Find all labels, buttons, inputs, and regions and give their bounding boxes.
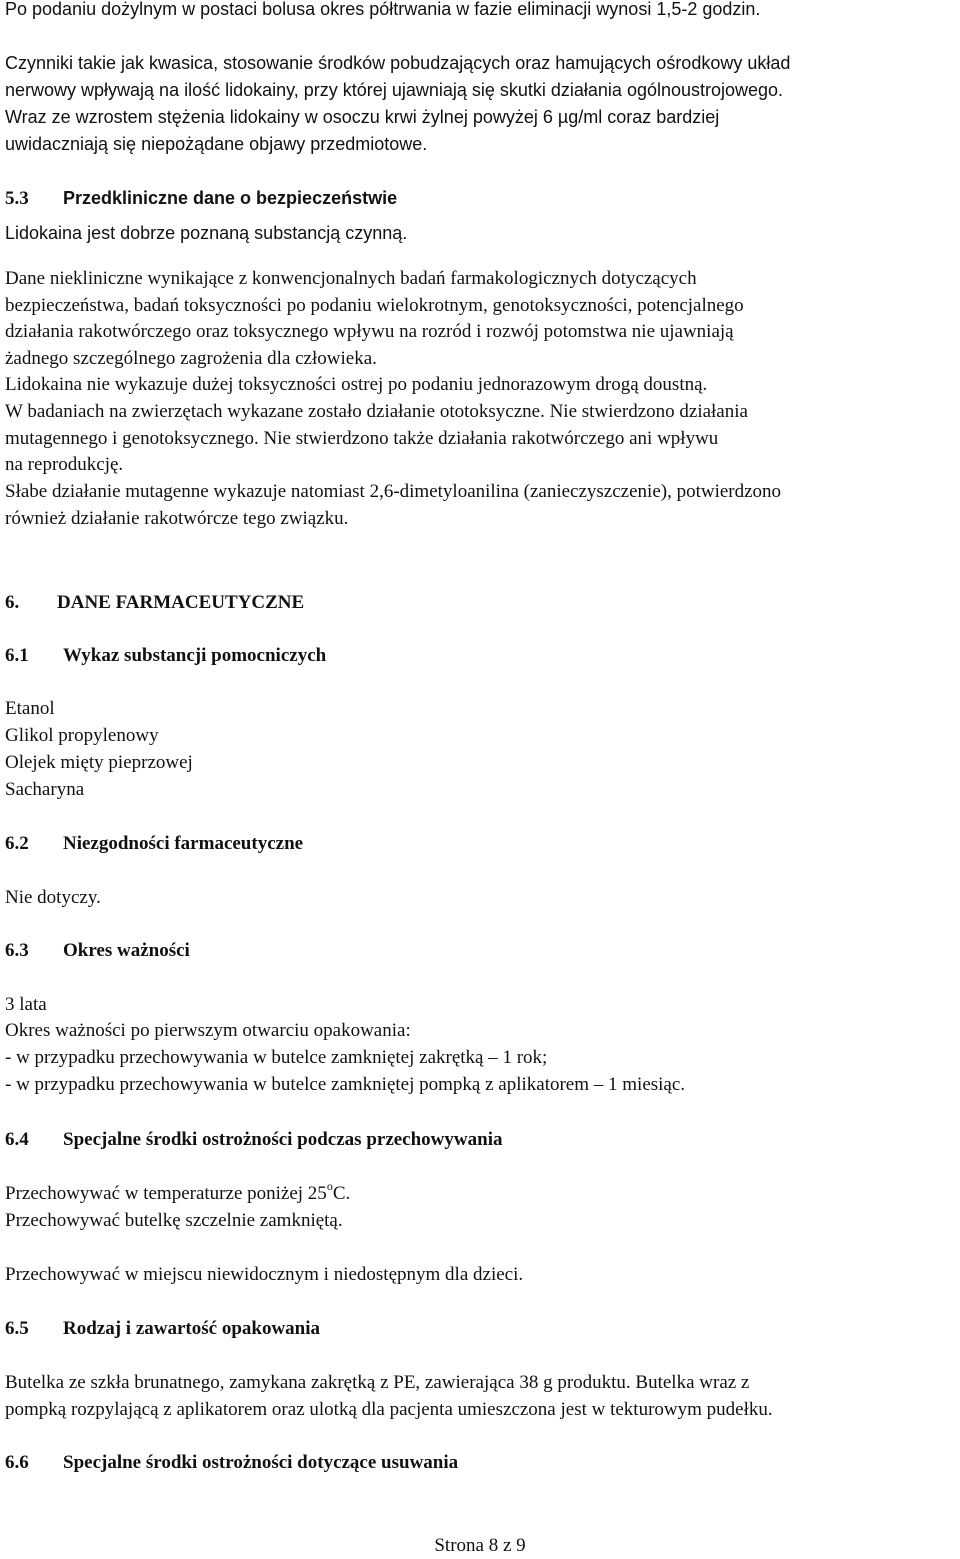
storage-temperature-unit: C. xyxy=(332,1183,351,1204)
storage-temperature-text: Przechowywać w temperaturze poniżej 25 xyxy=(5,1183,327,1204)
section-5-3-line: W badaniach na zwierzętach wykazane zostało działanie ototoksyczne. Nie stwierdzono działania xyxy=(5,401,748,422)
section-title: Rodzaj i zawartość opakowania xyxy=(63,1318,321,1339)
storage-temperature-line xyxy=(5,1180,350,1207)
section-title: Okres ważności xyxy=(63,940,190,961)
section-title: Niezgodności farmaceutyczne xyxy=(63,833,304,854)
section-number: 6.5 xyxy=(5,1318,29,1339)
section-6-2-heading xyxy=(5,830,303,857)
section-6-heading xyxy=(5,589,304,616)
section-6-6-heading xyxy=(5,1449,458,1476)
section-6-3-line: Okres ważności po pierwszym otwarciu opakowania: xyxy=(5,1020,411,1041)
section-5-3-line: Lidokaina jest dobrze poznaną substancją czynną. xyxy=(5,223,408,243)
section-title: Przedkliniczne dane o bezpieczeństwie xyxy=(63,188,398,208)
section-number: 6.3 xyxy=(5,940,29,961)
section-6-5-line: pompką rozpylającą z aplikatorem oraz ulotką dla pacjenta umieszczona jest w tekturowym pudełku. xyxy=(5,1399,773,1420)
section-5-3-line: bezpieczeństwa, badań toksyczności po podaniu wielokrotnym, genotoksyczności, potencjalnego xyxy=(5,295,744,316)
section-6-1-heading xyxy=(5,642,326,669)
section-5-3-heading xyxy=(5,185,397,212)
excipient-item: Etanol xyxy=(5,698,55,719)
section-5-3-line: Lidokaina nie wykazuje dużej toksyczności ostrej po podaniu jednorazowym drogą doustną. xyxy=(5,374,708,395)
section-title: Specjalne środki ostrożności podczas przechowywania xyxy=(63,1129,503,1150)
excipient-item: Glikol propylenowy xyxy=(5,725,159,746)
section-6-4-heading xyxy=(5,1126,502,1153)
section-6-2-text: Nie dotyczy. xyxy=(5,887,101,908)
excipient-item: Sacharyna xyxy=(5,779,85,800)
section-5-3-line: na reprodukcję. xyxy=(5,454,124,475)
section-6-5-line: Butelka ze szkła brunatnego, zamykana zakrętką z PE, zawierająca 38 g produktu. Butelka wraz z xyxy=(5,1372,750,1393)
intro-paragraph-2-line: nerwowy wpływają na ilość lidokainy, przy której ujawniają się skutki działania ogólnoustrojowego. xyxy=(5,80,784,100)
intro-paragraph-1: Po podaniu dożylnym w postaci bolusa okres półtrwania w fazie eliminacji wynosi 1,5-2 godzin. xyxy=(5,0,761,19)
storage-line: Przechowywać w miejscu niewidocznym i niedostępnym dla dzieci. xyxy=(5,1264,524,1285)
section-number: 6. xyxy=(5,592,20,613)
section-6-3-heading xyxy=(5,937,190,964)
storage-line: Przechowywać butelkę szczelnie zamkniętą. xyxy=(5,1210,343,1231)
section-5-3-line: mutagennego i genotoksycznego. Nie stwierdzono także działania rakotwórczego ani wpływu xyxy=(5,428,719,449)
section-number: 6.1 xyxy=(5,645,29,666)
excipient-item: Olejek mięty pieprzowej xyxy=(5,752,193,773)
section-title: Wykaz substancji pomocniczych xyxy=(63,645,327,666)
section-5-3-line: również działanie rakotwórcze tego związku. xyxy=(5,508,349,529)
degree-sup: o xyxy=(326,1178,333,1193)
section-5-3-line: Dane niekliniczne wynikające z konwencjonalnych badań farmakologicznych dotyczących xyxy=(5,268,697,289)
section-number: 5.3 xyxy=(5,188,29,209)
intro-paragraph-2-line: uwidaczniają się niepożądane objawy przedmiotowe. xyxy=(5,134,428,154)
section-title: DANE FARMACEUTYCZNE xyxy=(57,592,305,613)
section-number: 6.6 xyxy=(5,1452,29,1473)
section-6-5-heading xyxy=(5,1315,320,1342)
section-6-3-line: 3 lata xyxy=(5,994,47,1015)
section-6-3-line: - w przypadku przechowywania w butelce zamkniętej zakrętką – 1 rok; xyxy=(5,1047,548,1068)
intro-paragraph-2-line: Czynniki takie jak kwasica, stosowanie środków pobudzających oraz hamujących ośrodkowy układ xyxy=(5,53,791,73)
section-5-3-line: żadnego szczególnego zagrożenia dla człowieka. xyxy=(5,348,377,369)
page-number-footer: Strona 8 z 9 xyxy=(434,1535,526,1556)
section-number: 6.2 xyxy=(5,833,29,854)
section-title: Specjalne środki ostrożności dotyczące usuwania xyxy=(63,1452,459,1473)
section-5-3-line: działania rakotwórczego oraz toksycznego wpływu na rozród i rozwój potomstwa nie ujawniają xyxy=(5,321,734,342)
section-5-3-line: Słabe działanie mutagenne wykazuje natomiast 2,6-dimetyloanilina (zanieczyszczenie), potwierdzono xyxy=(5,481,782,502)
intro-paragraph-2-line: Wraz ze wzrostem stężenia lidokainy w osoczu krwi żylnej powyżej 6 µg/ml coraz bardziej xyxy=(5,107,720,127)
section-number: 6.4 xyxy=(5,1129,29,1150)
section-6-3-line: - w przypadku przechowywania w butelce zamkniętej pompką z aplikatorem – 1 miesiąc. xyxy=(5,1074,686,1095)
